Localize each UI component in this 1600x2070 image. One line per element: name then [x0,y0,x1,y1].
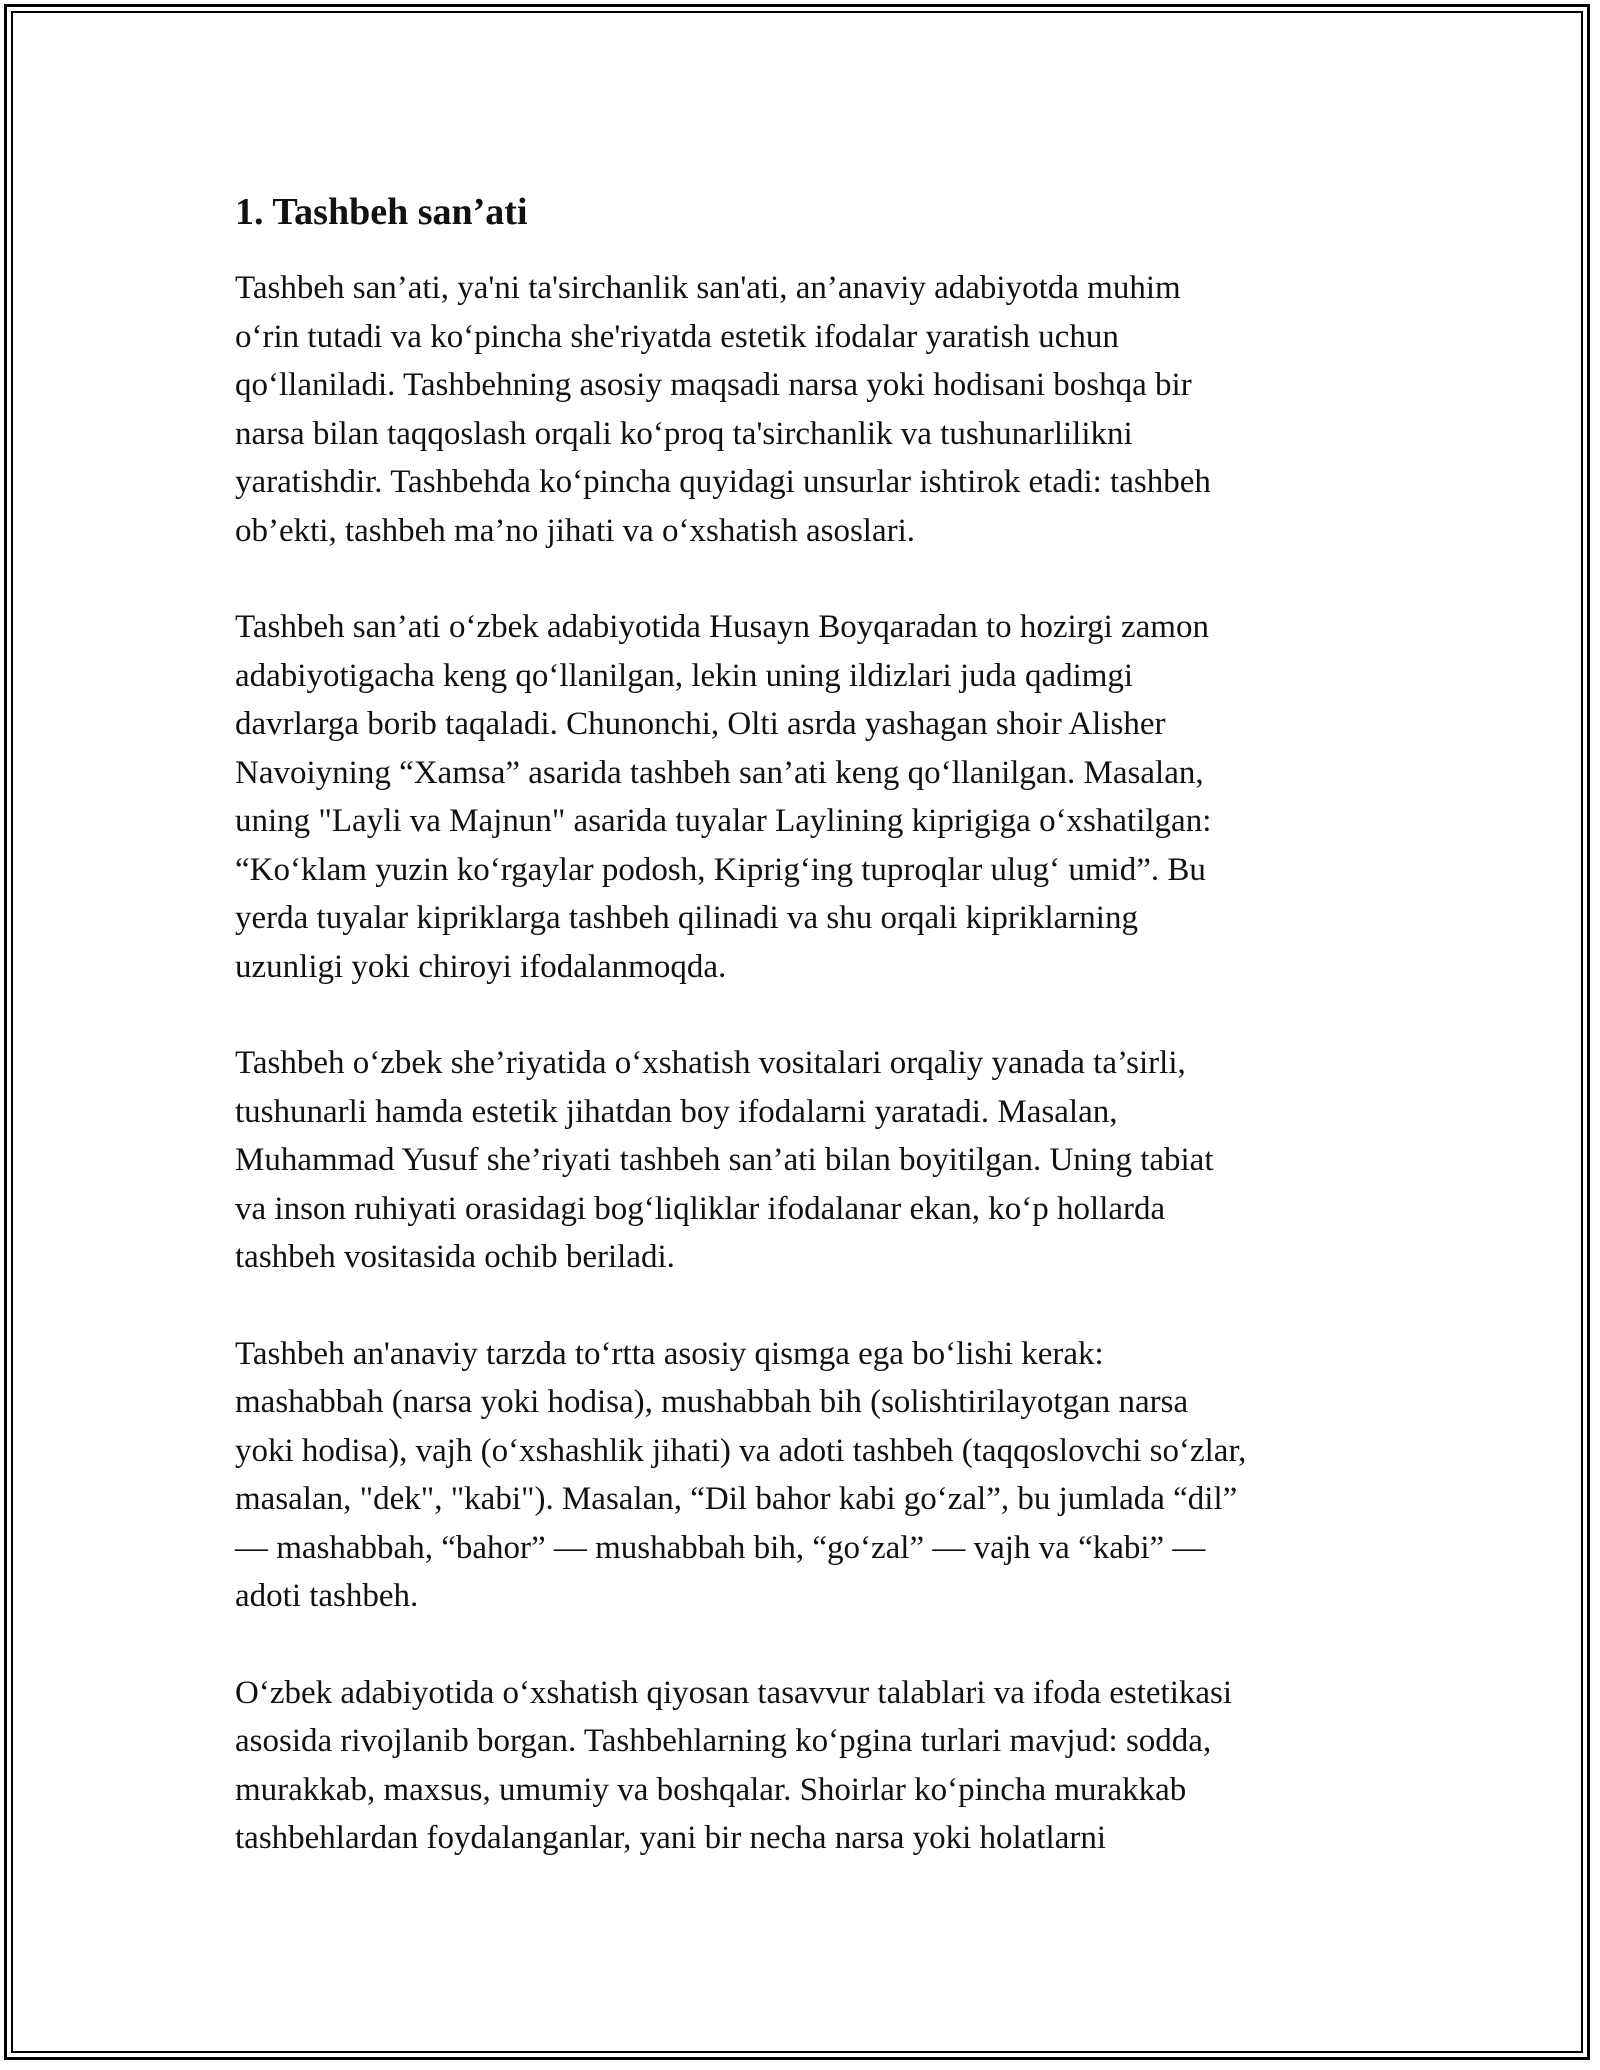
paragraph-4: Tashbeh an'anaviy tarzda to‘rtta asosiy qismga ega bo‘lishi kerak: mashabbah (narsa yoki hodisa), mushabbah bih (solishtirilayotgan narsa yoki hodisa), vajh (o‘xshashlik jihati) va adoti tashbeh (taqqoslovchi so‘zlar, masalan, "dek", "kabi"). Masalan, “Dil bahor kabi go‘zal”, bu jumlada “dil” — mashabbah, “bahor” — mushabbah bih, “go‘zal” — vajh va “kabi” — adoti tashbeh. [235,1335,1247,1614]
section-heading: 1. Tashbeh san’ati [235,191,528,233]
paragraph-1: Tashbeh san’ati, ya'ni ta'sirchanlik san'ati, an’anaviy adabiyotda muhim o‘rin tutadi va ko‘pincha she'riyatda estetik ifodalar yaratish uchun qo‘llaniladi. Tashbehning asosiy maqsadi narsa yoki hodisani boshqa bir narsa bilan taqqoslash orqali ko‘proq ta'sirchanlik va tushunarlilikni yaratishdir. Tashbehda ko‘pincha quyidagi unsurlar ishtirok etadi: tashbeh ob’ekti, tashbeh ma’no jihati va o‘xshatish asoslari. [235,270,1211,549]
paragraph-3: Tashbeh o‘zbek she’riyatida o‘xshatish vositalari orqaliy yanada ta’sirli, tushunarli hamda estetik jihatdan boy ifodalarni yaratadi. Masalan, Muhammad Yusuf she’riyati tashbeh san’ati bilan boyitilgan. Uning tabiat va inson ruhiyati orasidagi bog‘liqliklar ifodalanar ekan, ko‘p hollarda tashbeh vositasida ochib beriladi. [235,1045,1214,1275]
document-body [235,180,1385,1911]
paragraph-2: Tashbeh san’ati o‘zbek adabiyotida Husayn Boyqaradan to hozirgi zamon adabiyotigacha keng qo‘llanilgan, lekin uning ildizlari juda qadimgi davrlarga borib taqaladi. Chunonchi, Olti asrda yashagan shoir Alisher Navoiyning “Xamsa” asarida tashbeh san’ati keng qo‘llanilgan. Masalan, uning "Layli va Majnun" asarida tuyalar Laylining kiprigiga o‘xshatilgan: “Ko‘klam yuzin ko‘rgaylar podosh, Kiprig‘ing tuproqlar ulug‘ umid”. Bu yerda tuyalar kipriklarga tashbeh qilinadi va shu orqali kipriklarning uzunligi yoki chiroyi ifodalanmoqda. [235,609,1212,985]
paragraph-5: O‘zbek adabiyotida o‘xshatish qiyosan tasavvur talablari va ifoda estetikasi asosida rivojlanib borgan. Tashbehlarning ko‘pgina turlari mavjud: sodda, murakkab, maxsus, umumiy va boshqalar. Shoirlar ko‘pincha murakkab tashbehlardan foydalanganlar, yani bir necha narsa yoki holatlarni [235,1674,1233,1856]
